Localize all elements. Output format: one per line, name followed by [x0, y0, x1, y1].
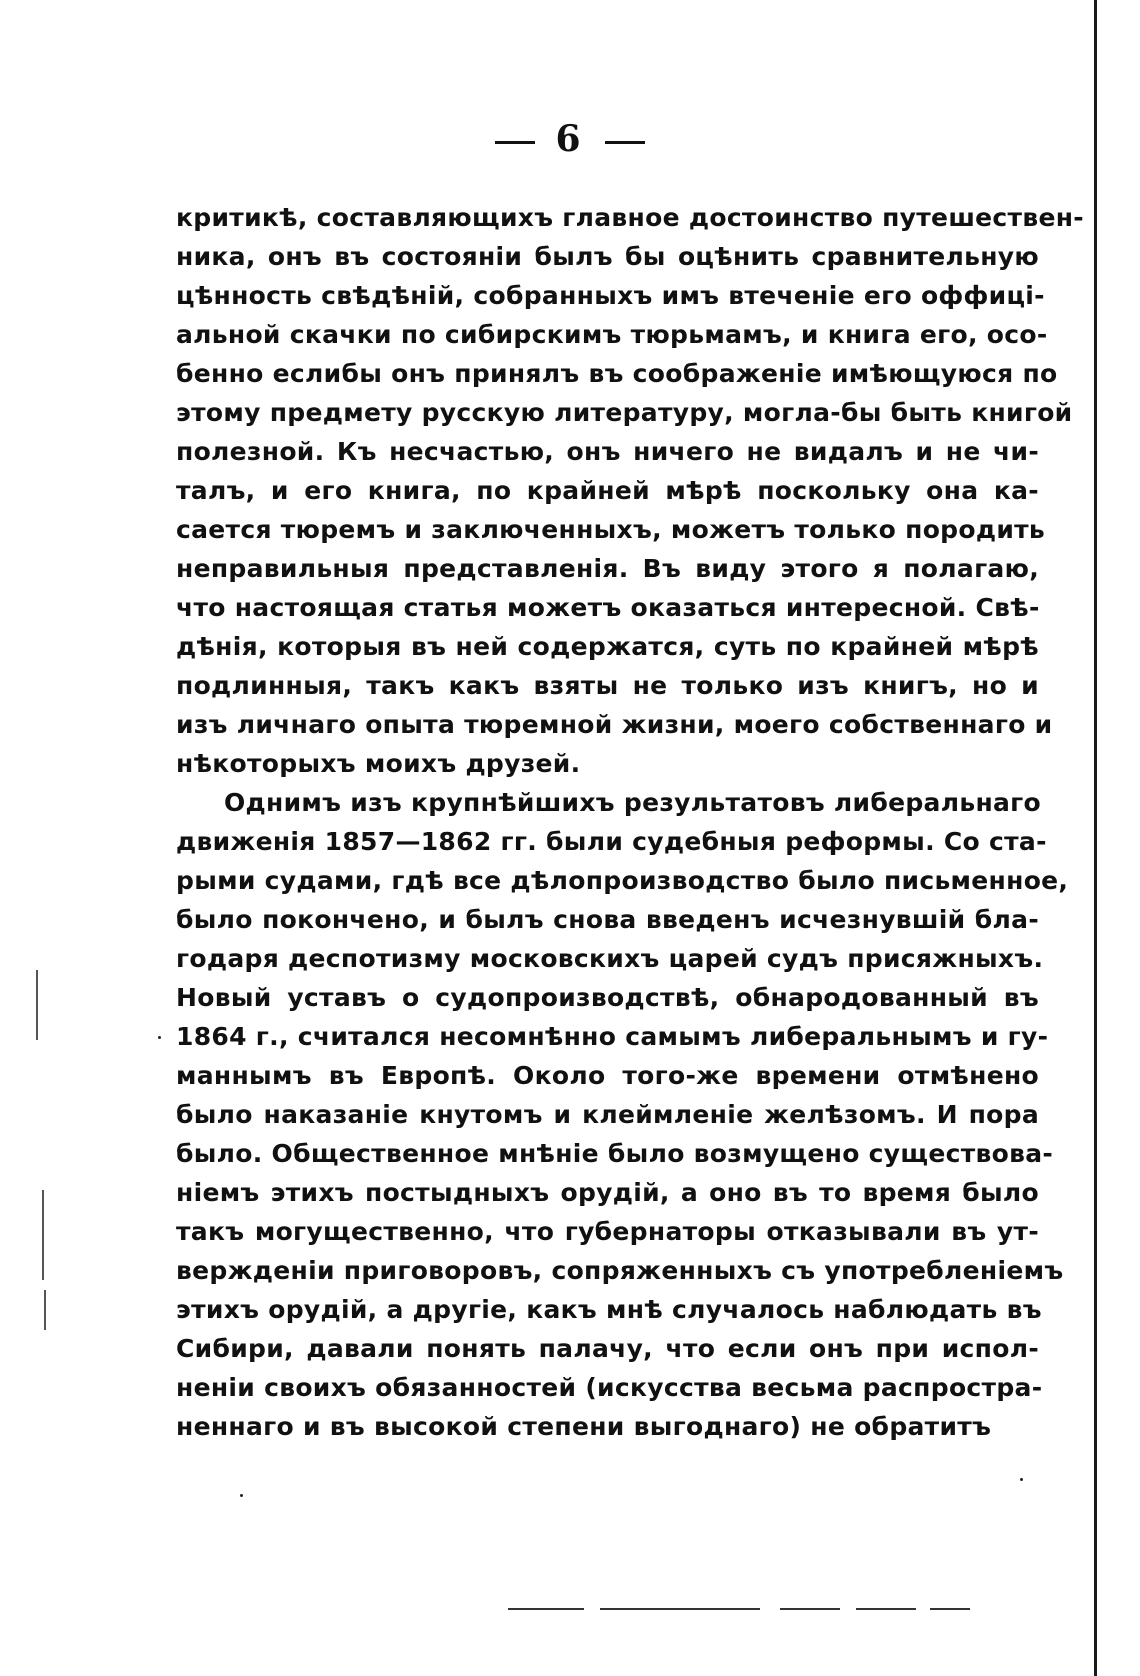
text-line: критикѣ, составляющихъ главное достоинство путешествен- — [176, 203, 1084, 232]
bottom-rule — [508, 1608, 584, 1610]
scan-speck — [240, 1494, 243, 1497]
text-line: рыми судами, гдѣ все дѣлопроизводство было письменное, — [176, 866, 1069, 895]
scan-speck — [158, 1036, 161, 1039]
text-line: дѣнiя, которыя въ ней содержатся, суть по крайней мѣрѣ — [176, 632, 1039, 661]
margin-scan-mark — [42, 1190, 44, 1280]
text-line: было наказанiе кнутомъ и клеймленiе желѣзомъ. И пора — [176, 1100, 1039, 1129]
paragraph — [176, 783, 1069, 1446]
text-line: что настоящая статья можетъ оказаться интересной. Свѣ- — [176, 593, 1040, 622]
text-line: такъ могущественно, что губернаторы отказывали въ ут- — [176, 1217, 1039, 1246]
text-line: было покончено, и былъ снова введенъ исчезнувшiй бла- — [176, 905, 1039, 934]
text-line: нiемъ этихъ постыдныхъ орудiй, а оно въ то время было — [176, 1178, 1039, 1207]
scan-speck — [1020, 1478, 1023, 1481]
text-line: этому предмету русскую литературу, могла-бы быть книгой — [176, 398, 1073, 427]
text-line: неправильныя представленiя. Въ виду этого я полагаю, — [176, 554, 1039, 583]
page-number-value: 6 — [555, 118, 585, 160]
page-number — [0, 118, 1140, 160]
text-line: сается тюремъ и заключенныхъ, можетъ только породить — [176, 515, 1046, 544]
text-line: неннаго и въ высокой степени выгоднаго) не обратитъ — [176, 1412, 992, 1441]
text-line: Новый уставъ о судопроизводствѣ, обнародованный въ — [176, 983, 1039, 1012]
text-line: полезной. Къ несчастью, онъ ничего не видалъ и не чи- — [176, 437, 1039, 466]
bottom-rule — [930, 1608, 970, 1610]
text-line: маннымъ въ Европѣ. Около того-же времени отмѣнено — [176, 1061, 1039, 1090]
text-line: цѣнность свѣдѣнiй, собранныхъ имъ втеченiе его оффицi- — [176, 281, 1045, 310]
text-line: ника, онъ въ состоянiи былъ бы оцѣнить сравнительную — [176, 242, 1039, 271]
bottom-rule — [780, 1608, 840, 1610]
paragraph — [176, 198, 1084, 783]
text-line: талъ, и его книга, по крайней мѣрѣ поскольку она ка- — [176, 476, 1039, 505]
text-line: этихъ орудiй, а другiе, какъ мнѣ случалось наблюдать въ — [176, 1295, 1042, 1324]
bottom-rule — [856, 1608, 916, 1610]
text-line: нѣкоторыхъ моихъ друзей. — [176, 749, 581, 778]
text-line: Однимъ изъ крупнѣйшихъ результатовъ либеральнаго — [224, 788, 1042, 817]
body-text — [176, 198, 1084, 1446]
page-edge-rule — [1094, 0, 1097, 1676]
text-line: вержденiи приговоровъ, сопряженныхъ съ употребленiемъ — [176, 1256, 1064, 1285]
text-line: бенно еслибы онъ принялъ въ соображенiе имѣющуюся по — [176, 359, 1058, 388]
bottom-rule — [600, 1608, 760, 1610]
text-line: 1864 г., считался несомнѣнно самымъ либеральнымъ и гу- — [176, 1022, 1049, 1051]
text-line: движенiя 1857—1862 гг. были судебныя реформы. Со ста- — [176, 827, 1047, 856]
margin-scan-mark — [44, 1290, 46, 1330]
text-line: Сибири, давали понять палачу, что если онъ при испол- — [176, 1334, 1039, 1363]
text-line: изъ личнаго опыта тюремной жизни, моего собственнаго и — [176, 710, 1053, 739]
margin-scan-mark — [36, 970, 38, 1040]
text-line: альной скачки по сибирскимъ тюрьмамъ, и книга его, осо- — [176, 320, 1048, 349]
text-line: ненiи своихъ обязанностей (искусства весьма распростра- — [176, 1373, 1043, 1402]
text-line: подлинныя, такъ какъ взяты не только изъ книгъ, но и — [176, 671, 1039, 700]
page-number-dash-right — [605, 141, 645, 144]
text-line: было. Общественное мнѣнiе было возмущено существова- — [176, 1139, 1054, 1168]
text-line: годаря деспотизму московскихъ царей судъ присяжныхъ. — [176, 944, 1044, 973]
page-number-dash-left — [495, 141, 535, 144]
